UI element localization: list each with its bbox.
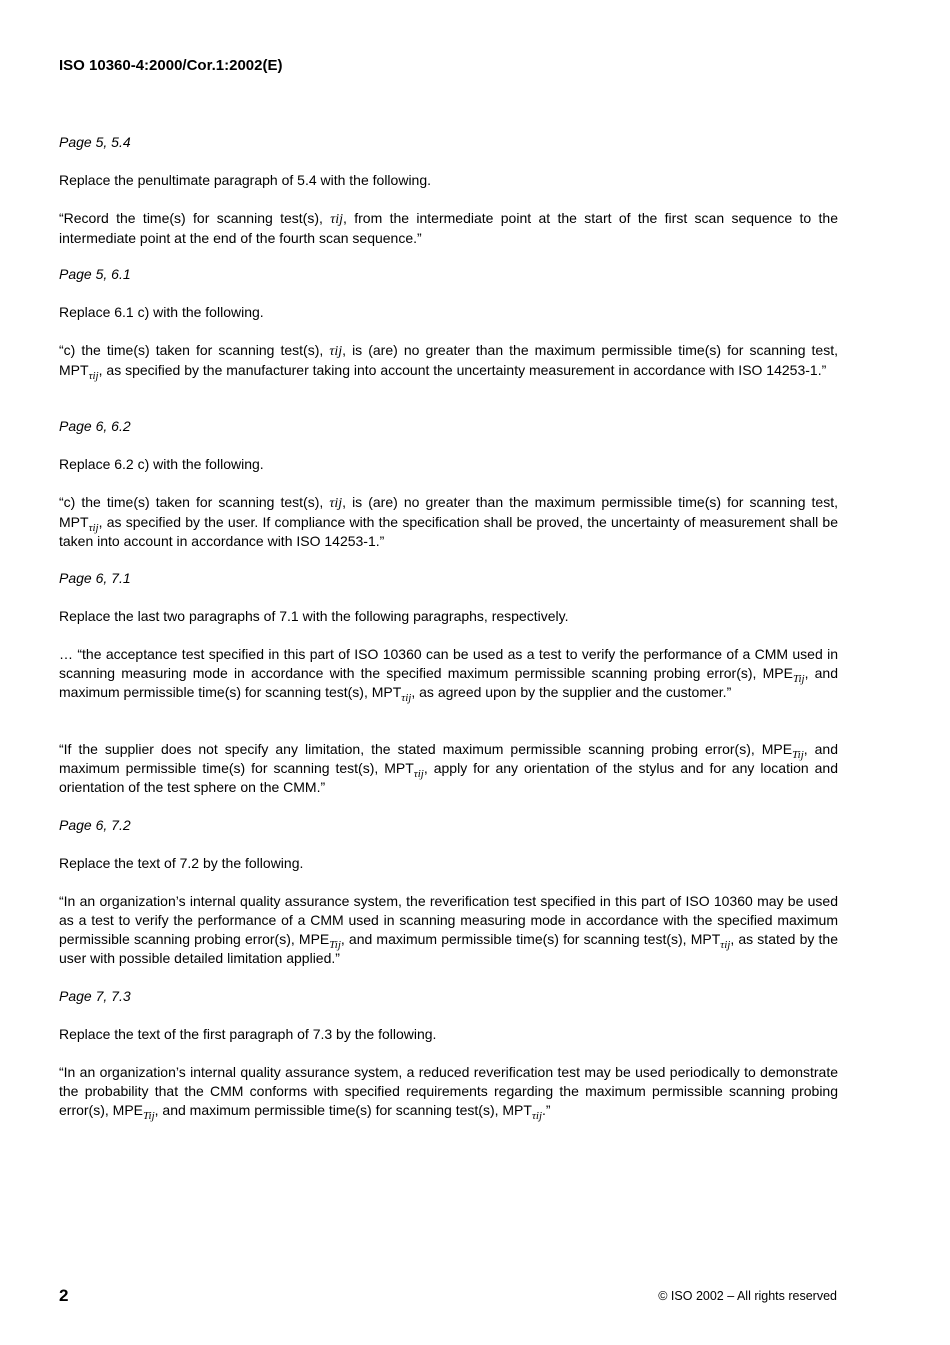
section-instruction: Replace the text of the first paragraph of 7.3 by the following. [59, 1026, 437, 1042]
document-header: ISO 10360-4:2000/Cor.1:2002(E) [59, 57, 283, 74]
replacement-paragraph: “In an organization’s internal quality assurance system, the reverification test specified in this part of ISO 10360 may be used as a test to verify the performance of a CMM used in scanning measuring mode in accordance with the specified maximum permissible scanning probing error(s), $MPE_{Tij}$, and maximum permissible time(s) for scanning test(s), $MPT_{\tau ij}$, as stated by the user with possible detailed limitation applied.” [59, 893, 838, 966]
page-number: 2 [59, 1286, 69, 1305]
t-ij-subscript: Tij [792, 673, 805, 685]
tau-ij-subscript: τij [413, 768, 424, 780]
t-ij-subscript: Tij [329, 939, 341, 951]
replacement-paragraph: “c) the time(s) taken for scanning test(s), τij, is (are) no greater than the maximum permissible time(s) for scanning test, $MPT_{\tau ij}$, as specified by the user. If compliance with the specification shall be proved, the uncertainty of measurement shall be taken into account in accordance with ISO 14253-1.” [59, 494, 838, 549]
tau-ij-subscript: τij [88, 370, 99, 382]
section-ref: Page 7, 7.3 [59, 988, 131, 1004]
t-ij-subscript: Tij [792, 749, 804, 761]
tau-ij-symbol: τij [330, 212, 344, 227]
section-ref: Page 5, 6.1 [59, 266, 131, 282]
tau-ij-symbol: τij [329, 496, 343, 511]
replacement-paragraph: “If the supplier does not specify any limitation, the stated maximum permissible scanning probing error(s), $MPE_{Tij}$, and maximum permissible time(s) for scanning test(s), $MPT_{\tau ij}$, apply for any orientation of the stylus and for any location and orientation of the test sphere on the CMM.” [59, 741, 839, 795]
section-ref: Page 6, 7.1 [59, 570, 131, 586]
section-instruction: Replace the last two paragraphs of 7.1 with the following paragraphs, respectively. [59, 608, 569, 624]
section-ref: Page 6, 6.2 [59, 418, 131, 434]
replacement-paragraph: “Record the time(s) for scanning test(s), τij, from the intermediate point at the start of the first scan sequence to the intermediate point at the end of the fourth scan sequence.” [59, 210, 838, 246]
section-ref: Page 6, 7.2 [59, 817, 131, 833]
copyright-notice: © ISO 2002 – All rights reserved [658, 1289, 837, 1303]
tau-ij-subscript: τij [401, 692, 412, 704]
t-ij-subscript: Tij [143, 1110, 155, 1122]
section-instruction: Replace the text of 7.2 by the following. [59, 855, 304, 871]
tau-ij-subscript: τij [720, 939, 731, 951]
section-instruction: Replace 6.2 c) with the following. [59, 456, 264, 472]
section-instruction: Replace 6.1 c) with the following. [59, 304, 264, 320]
replacement-paragraph: “c) the time(s) taken for scanning test(s), τij, is (are) no greater than the maximum permissible time(s) for scanning test, $MPT_{\tau ij}$, as specified by the manufacturer taking into account the uncertainty measurement in accordance with ISO 14253-1.” [59, 342, 838, 382]
tau-ij-symbol: τij [329, 344, 343, 359]
tau-ij-subscript: τij [88, 522, 99, 534]
tau-ij-subscript: τij [531, 1110, 543, 1122]
replacement-paragraph: … “the acceptance test specified in this part of ISO 10360 can be used as a test to verify the performance of a CMM used in scanning measuring mode in accordance with the specified maximum permissible scanning probing error(s), $MPE_{Tij}$, and maximum permissible time(s) for scanning test(s), $MPT_{\tau ij}$, as agreed upon by the supplier and the customer.” [59, 646, 838, 704]
replacement-paragraph: “In an organization’s internal quality assurance system, a reduced reverification test may be used periodically to demonstrate the probability that the CMM conforms with specified requirements regarding the maximum permissible scanning probing error(s), $MPE_{Tij}$, and maximum permissible time(s) for scanning test(s), $MPT_{\tau ij}$.” [59, 1064, 838, 1122]
section-ref: Page 5, 5.4 [59, 134, 131, 150]
section-instruction: Replace the penultimate paragraph of 5.4 with the following. [59, 172, 432, 188]
